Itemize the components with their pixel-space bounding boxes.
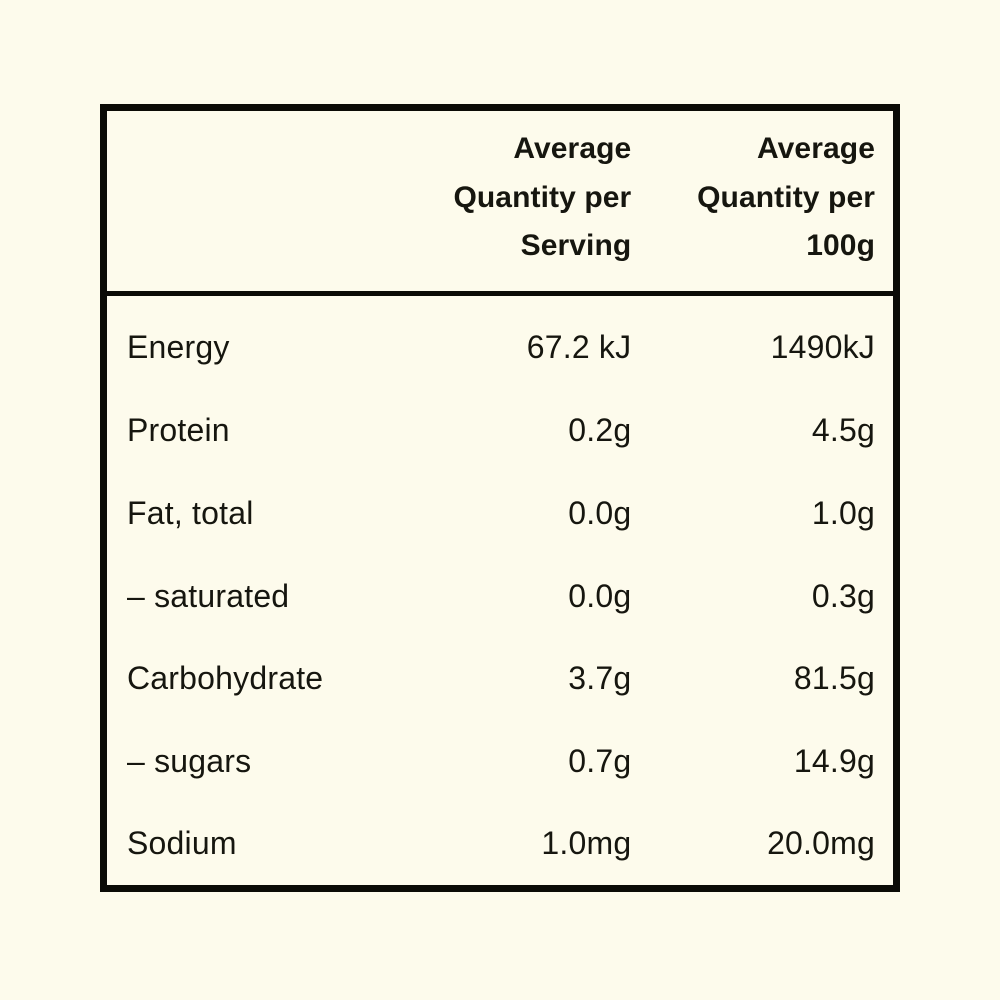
table-header (107, 111, 893, 293)
value-per-100g: 20.0mg (767, 825, 875, 862)
header-row (107, 111, 893, 293)
value-per-serving: 0.0g (568, 494, 632, 531)
nutrient-name: Fat, total (127, 494, 254, 531)
value-per-serving: 3.7g (568, 660, 632, 697)
value-per-100g: 1490kJ (770, 329, 875, 366)
column-header-per-serving: Average Quantity per Serving (406, 111, 650, 293)
value-per-100g: 0.3g (811, 577, 875, 614)
table-row (107, 389, 893, 472)
table-row (107, 637, 893, 720)
table-body (107, 293, 893, 885)
nutrient-name: Sodium (127, 825, 237, 862)
value-per-serving: 0.2g (568, 412, 632, 449)
nutrition-information-panel (100, 104, 900, 892)
column-header-per-100g: Average Quantity per 100g (649, 111, 893, 293)
value-per-serving: 0.7g (568, 742, 632, 779)
nutrient-name: – saturated (127, 577, 290, 614)
nutrient-name: Carbohydrate (127, 660, 324, 697)
value-per-100g: 81.5g (793, 660, 875, 697)
value-per-100g: 1.0g (811, 494, 875, 531)
nutrition-table (107, 111, 893, 885)
table-row (107, 472, 893, 555)
table-row (107, 293, 893, 389)
column-header-nutrient (107, 111, 406, 293)
value-per-serving: 1.0mg (541, 825, 632, 862)
table-row (107, 720, 893, 803)
nutrient-name: – sugars (127, 742, 252, 779)
table-row (107, 554, 893, 637)
nutrient-name: Energy (127, 329, 230, 366)
value-per-serving: 67.2 kJ (526, 329, 632, 366)
value-per-100g: 14.9g (793, 742, 875, 779)
table-row (107, 802, 893, 885)
value-per-serving: 0.0g (568, 577, 632, 614)
nutrient-name: Protein (127, 412, 230, 449)
value-per-100g: 4.5g (811, 412, 875, 449)
